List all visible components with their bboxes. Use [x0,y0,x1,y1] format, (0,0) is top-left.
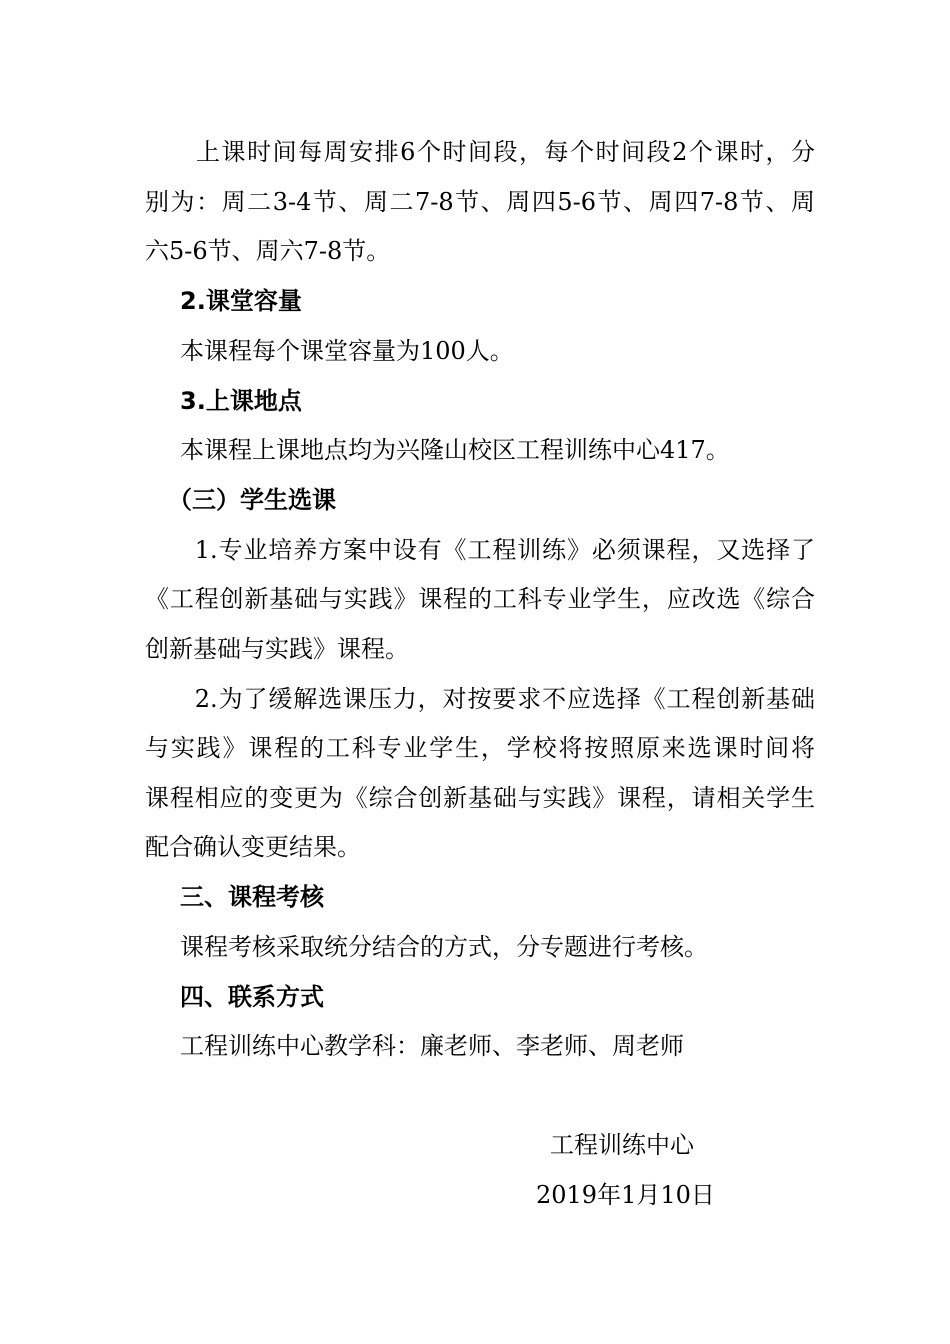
selection-heading: （三）学生选课 [168,486,336,514]
schedule-line-2: 别为：周二3-4节、周二7-8节、周四5-6节、周四7-8节、周 [145,188,815,216]
signature-date: 2019年1月10日 [536,1181,715,1209]
location-text: 本课程上课地点均为兴隆山校区工程训练中心417。 [180,436,730,464]
selection-item1-line-2: 《工程创新基础与实践》课程的工科专业学生，应改选《综合 [145,585,815,613]
schedule-line-3: 六5-6节、周六7-8节。 [145,237,391,265]
contact-text: 工程训练中心教学科：廉老师、李老师、周老师 [180,1032,684,1060]
selection-item1-line-1: 1.专业培养方案中设有《工程训练》必须课程，又选择了 [145,536,815,564]
schedule-line-1: 上课时间每周安排6个时间段，每个时间段2个课时，分 [145,138,815,166]
location-heading: 3.上课地点 [180,387,302,415]
signature-org: 工程训练中心 [550,1131,694,1159]
contact-heading: 四、联系方式 [180,983,324,1011]
selection-item2-line-1: 2.为了缓解选课压力，对按要求不应选择《工程创新基础 [145,685,815,713]
assessment-heading: 三、课程考核 [180,883,324,911]
selection-item2-line-2: 与实践》课程的工科专业学生，学校将按照原来选课时间将 [145,734,815,762]
selection-item2-line-4: 配合确认变更结果。 [145,833,361,861]
selection-item1-line-3: 创新基础与实践》课程。 [145,635,409,663]
assessment-text: 课程考核采取统分结合的方式，分专题进行考核。 [180,933,708,961]
selection-item2-line-3: 课程相应的变更为《综合创新基础与实践》课程，请相关学生 [145,784,815,812]
capacity-text: 本课程每个课堂容量为100人。 [180,337,514,365]
capacity-heading: 2.课堂容量 [180,287,302,315]
